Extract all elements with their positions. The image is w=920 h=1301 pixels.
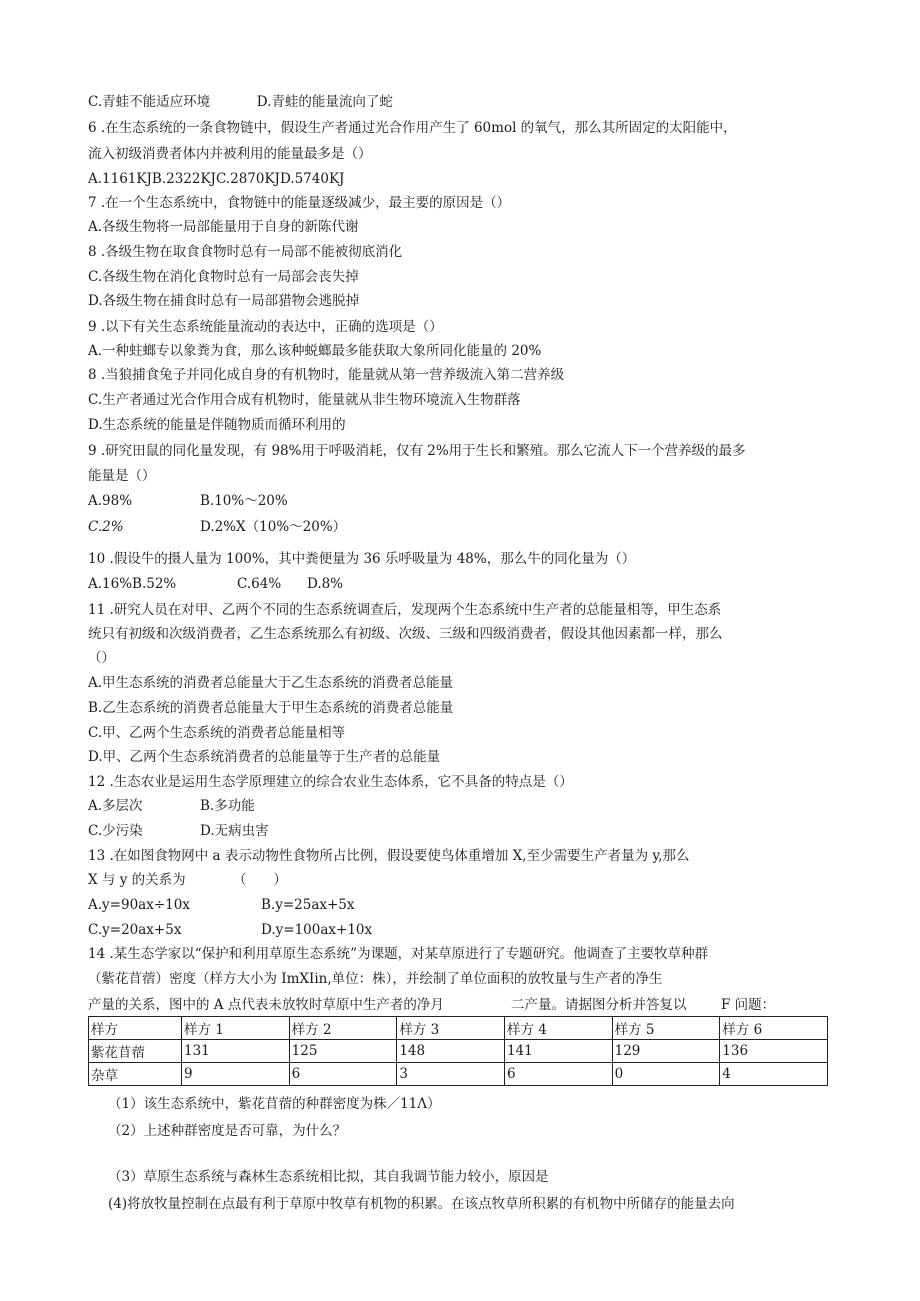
table-cell: 3 [397,1063,505,1086]
question-9-option-a: A.一种蛀螂专以象粪为食，那么该种蜕螂最多能获取大象所同化能量的 20% [88,343,542,359]
question-7-option-b: 8 .各级生物在取食食物时总有一局部不能被彻底消化 [88,244,403,260]
question-13-cont: X 与 y 的关系为 （ ） [88,872,287,888]
question-9b-option-c: C.2% [88,519,124,535]
option-line [88,93,393,111]
question-10-options-ab: A.16%B.52% [88,576,177,592]
table-cell: 141 [504,1040,612,1063]
table-cell: 129 [612,1040,720,1063]
question-9b-option-d: D.2%X（10%～20%） [200,519,347,535]
table-cell: 6 [504,1063,612,1086]
question-10: 10 .假设牛的摄人量为 100%，其中粪便量为 36 乐呼吸量为 48%，那么牛的同化量为（） [88,551,636,567]
table-row [89,1017,828,1040]
question-7-option-d: D.各级生物在捕食时总有一局部猎物会逃脱掉 [88,293,360,309]
table-cell: 样方 3 [397,1017,505,1040]
table-cell: 样方 2 [289,1017,397,1040]
question-10-option-c: C.64% [237,576,282,592]
question-12-option-d: D.无病虫害 [200,823,269,839]
sample-table [88,1016,828,1086]
table-cell: 杂草 [89,1063,182,1086]
question-13-option-a: A.y=90ax÷10x [88,897,190,913]
table-cell: 样方 6 [720,1017,828,1040]
table-cell: 6 [289,1063,397,1086]
question-11: 11 .研究人员在对甲、乙两个不同的生态系统调查后，发现两个生态系统中生产者的总能量相等，甲生态系 [88,602,722,618]
sub-question-3: （3）草原生态系统与森林生态系统相比拟，其自我调节能力较小，原因是 [108,1169,549,1185]
table-row [89,1040,828,1063]
question-11-option-c: C.甲、乙两个生态系统的消费者总能量相等 [88,725,346,741]
question-11-paren: （） [88,650,115,666]
table-cell: 样方 5 [612,1017,720,1040]
table-cell: 131 [182,1040,290,1063]
question-11-option-a: A.甲生态系统的消费者总能量大于乙生态系统的消费者总能量 [88,675,454,691]
question-14-cont: （紫花苜蓿）密度（样方大小为 ImXIin,单位：株），并绘制了单位面积的放牧量与生产者的净生 [88,971,663,987]
question-6: 6 .在生态系统的一条食物链中，假设生产者通过光合作用产生了 60mol 的氧气，那么其所固定的太阳能中， [88,120,737,136]
question-13-option-d: D.y=100ax+10x [261,922,373,938]
question-11-option-d: D.甲、乙两个生态系统消费者的总能量等于生产者的总能量 [88,749,441,765]
question-7-option-a: A.各级生物将一局部能量用于自身的新陈代谢 [88,219,359,235]
sub-question-1: （1）该生态系统中，紫花苜蓿的种群密度为株／11Λ） [108,1096,441,1112]
question-9b-cont: 能量是（） [88,468,156,484]
sub-question-4: (4)将放牧量控制在点最有利于草原中牧草有机物的积累。在该点牧草所积累的有机物中所储存的能量去向 [108,1196,735,1212]
question-9-option-d: D.生态系统的能量是伴随物质而循环利用的 [88,417,346,433]
question-7-option-c: C.各级生物在消化食物时总有一局部会丧失掉 [88,269,359,285]
table-cell: 148 [397,1040,505,1063]
table-cell: 紫花苜蓿 [89,1040,182,1063]
table-cell: 4 [720,1063,828,1086]
question-9-option-b: 8 .当狼捕食兔子并同化成自身的有机物时，能量就从第一营养级流入第二营养级 [88,367,565,383]
question-14: 14 .某生态学家以“保护和利用草原生态系统”为课题，对某草原进行了专题研究。他调查了主要牧草种群 [88,946,709,962]
table-cell: 136 [720,1040,828,1063]
option-d: D.青蛙的能量流向了蛇 [256,94,393,110]
question-11-option-b: B.乙生态系统的消费者总能量大于甲生态系统的消费者总能量 [88,700,454,716]
question-12-option-b: B.多功能 [200,798,255,814]
question-14-cont2-a: 产量的关系，图中的 A 点代表未放牧时草原中生产者的净月 [88,997,444,1013]
question-7: 7 .在一个生态系统中，食物链中的能量逐级减少，最主要的原因是（） [88,195,511,211]
question-10-option-d: D.8% [307,576,344,592]
question-12: 12 .生态农业是运用生态学原理建立的综合农业生态体系，它不具备的特点是（） [88,774,573,790]
question-14-cont2-c: F 问题： [721,997,776,1013]
question-13-option-b: B.y=25ax+5x [261,897,355,913]
question-13-option-c: C.y=20ax+5x [88,922,182,938]
table-cell: 9 [182,1063,290,1086]
question-9b-option-b: B.10%～20% [200,493,288,509]
question-14-cont2-b: 二产量。请据图分析并答复以 [511,997,687,1013]
table-cell: 样方 4 [504,1017,612,1040]
sub-question-2: （2）上述种群密度是否可靠，为什么？ [108,1123,347,1139]
question-11-cont: 统只有初级和次级消费者，乙生态系统那么有初级、次级、三级和四级消费者，假设其他因素都一样，那么 [88,626,723,642]
table-cell: 样方 1 [182,1017,290,1040]
option-c: C.青蛙不能适应环境 [88,94,211,110]
question-6-options: A.1161KJB.2322KJC.2870KJD.5740KJ [88,171,345,187]
question-9-option-c: C.生产者通过光合作用合成有机物时，能量就从非生物环境流入生物群落 [88,392,521,408]
table-cell: 0 [612,1063,720,1086]
table-row [89,1063,828,1086]
question-6-cont: 流入初级消费者体内并被利用的能量最多是（） [88,146,372,162]
question-9b: 9 .研究田鼠的同化量发现，有 98%用于呼吸消耗，仅有 2%用于生长和繁殖。那么它流人下一个营养级的最多 [88,443,746,459]
question-13: 13 .在如图食物网中 a 表示动物性食物所占比例，假设要使鸟体重增加 X,至少需要生产者量为 y,那么 [88,848,690,864]
question-12-option-a: A.多层次 [88,798,143,814]
question-12-option-c: C.少污染 [88,823,143,839]
question-9b-option-a: A.98% [88,493,133,509]
table-cell: 样方 [89,1017,182,1040]
table-cell: 125 [289,1040,397,1063]
question-9: 9 .以下有关生态系统能量流动的表达中，正确的选项是（） [88,319,443,335]
